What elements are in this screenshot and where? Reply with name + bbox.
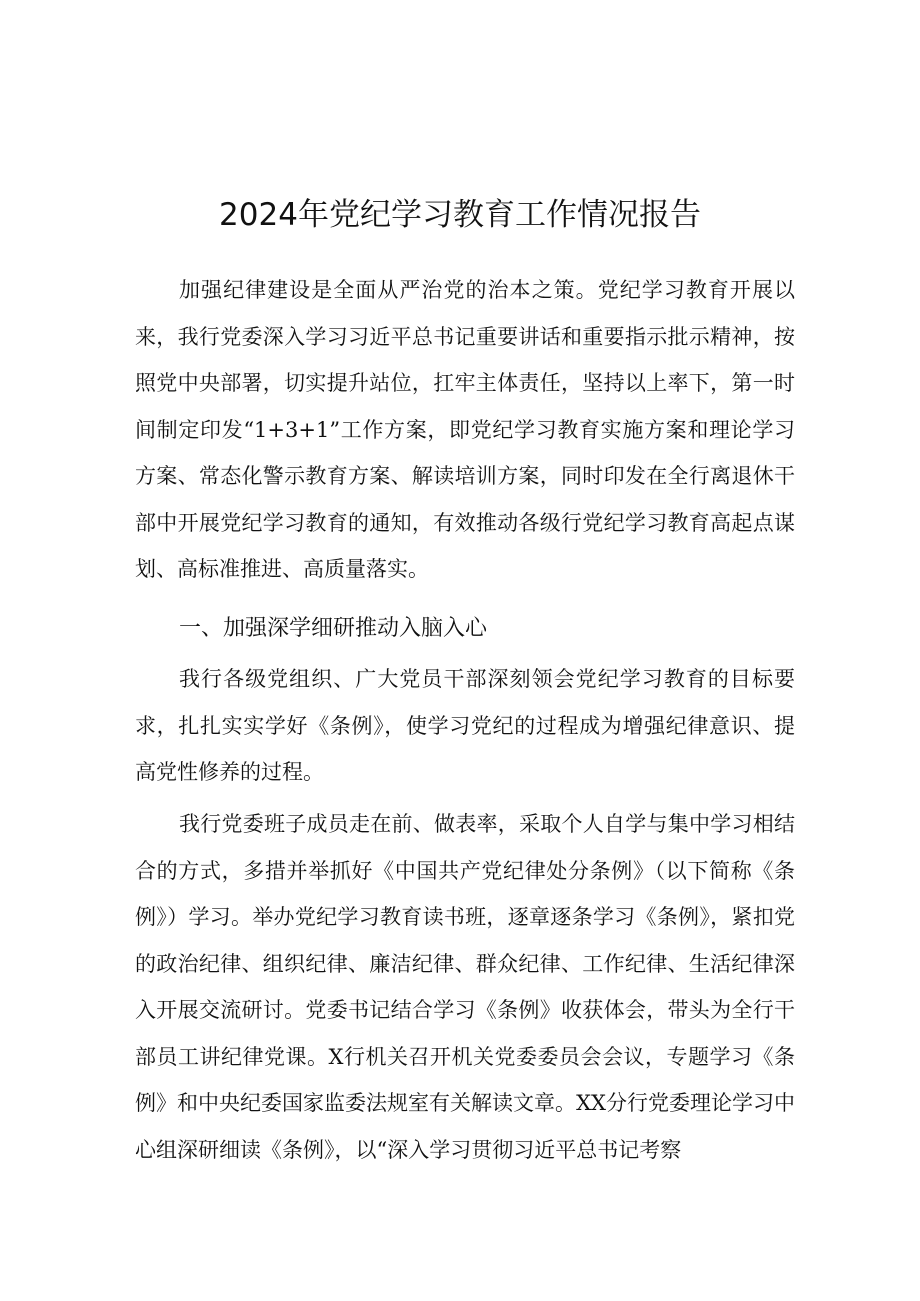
body-paragraph: 我行各级党组织、广大党员干部深刻领会党纪学习教育的目标要求，扎扎实实学好《条例》，使学习党纪的过程成为增强纪律意识、提高党性修养的过程。 <box>135 667 795 784</box>
body-paragraph: 我行党委班子成员走在前、做表率，采取个人自学与集中学习相结合的方式，多措并举抓好《中国共产党纪律处分条例》（以下简称《条例》）学习。举办党纪学习教育读书班，逐章逐条学习《条例》，紧扣党的政治纪律、组织纪律、廉洁纪律、群众纪律、工作纪律、生活纪律深入开展交流研讨。党委书记结合学习《条例》收获体会，带头为全行干部员工讲纪律党课。X行机关召开机关党委委员会会议，专题学习《条例》和中央纪委国家监委法规室有关解读文章。XX分行党委理论学习中心组深研细读《条例》，以“深入学习贯彻习近平总书记考察 <box>135 812 795 1162</box>
section-heading: 一、加强深学细研推动入脑入心 <box>179 616 488 641</box>
document-title: 2024年党纪学习教育工作情况报告 <box>219 196 701 233</box>
intro-paragraph: 加强纪律建设是全面从严治党的治本之策。党纪学习教育开展以来，我行党委深入学习习近平总书记重要讲话和重要指示批示精神，按照党中央部署，切实提升站位，扛牢主体责任，坚持以上率下，第一时间制定印发“1+3+1”工作方案，即党纪学习教育实施方案和理论学习方案、常态化警示教育方案、解读培训方案，同时印发在全行离退休干部中开展党纪学习教育的通知，有效推动各级行党纪学习教育高起点谋划、高标准推进、高质量落实。 <box>135 278 795 581</box>
